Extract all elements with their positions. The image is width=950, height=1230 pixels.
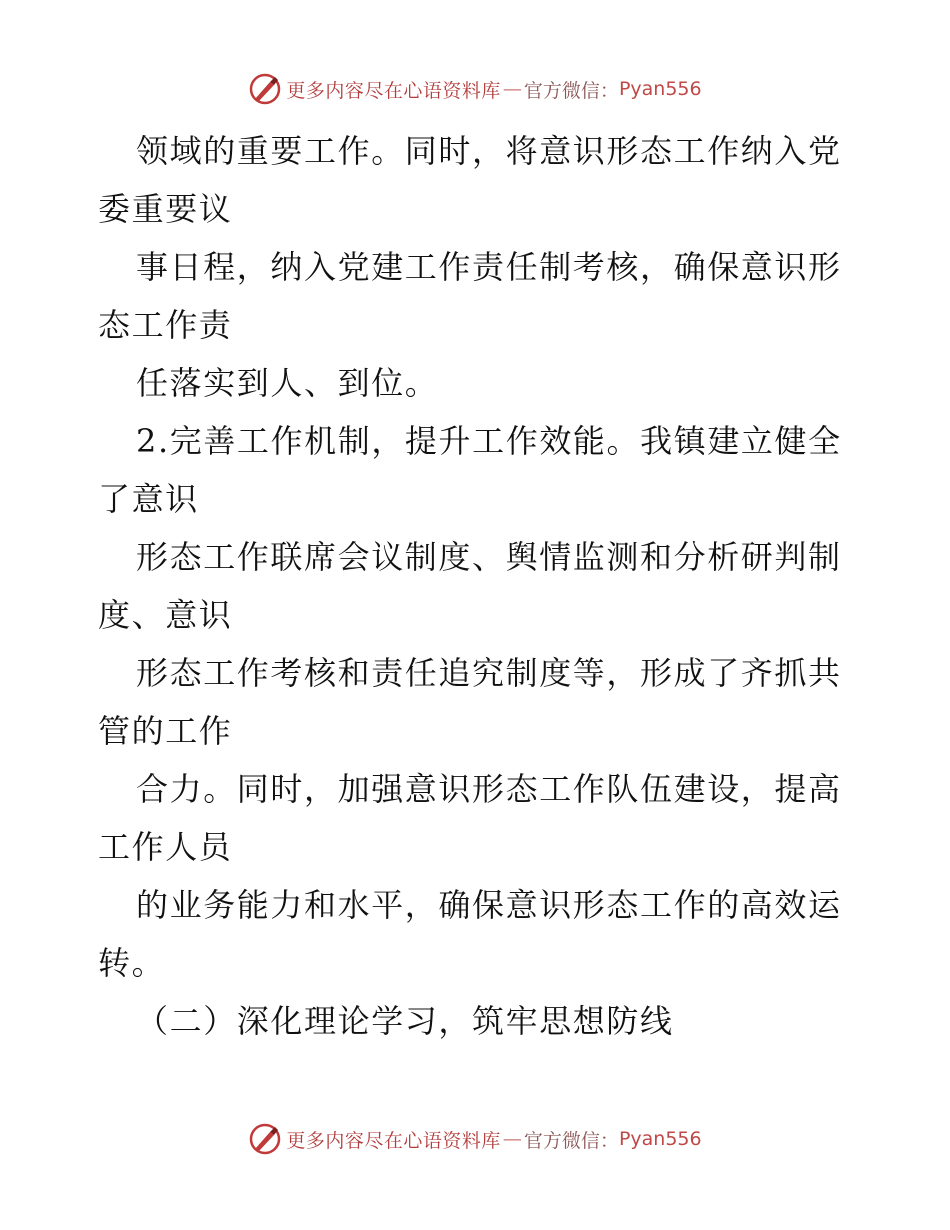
text-line: 领域的重要工作。同时，将意识形态工作纳入党	[136, 132, 842, 170]
text-line: 态工作责	[98, 306, 233, 344]
text-line: 工作人员	[98, 828, 233, 866]
header-watermark	[0, 72, 950, 106]
watermark-separator: —	[502, 1128, 522, 1150]
section-heading: （二）深化理论学习，筑牢思想防线	[136, 1002, 674, 1040]
text-line: 事日程，纳入党建工作责任制考核，确保意识形	[136, 248, 842, 286]
text-line: 合力。同时，加强意识形态工作队伍建设，提高	[136, 770, 842, 808]
text-line: 管的工作	[98, 712, 233, 750]
watermark-main-text: 更多内容尽在心语资料库	[286, 79, 501, 102]
watermark-label: 官方微信：	[523, 1129, 619, 1152]
footer-watermark	[0, 1122, 950, 1156]
text-line: 的业务能力和水平，确保意识形态工作的高效运	[136, 886, 842, 924]
text-line: 了意识	[98, 480, 199, 518]
text-line: 形态工作联席会议制度、舆情监测和分析研判制	[136, 538, 842, 576]
pen-logo-icon	[248, 1122, 282, 1156]
text-line: 形态工作考核和责任追究制度等，形成了齐抓共	[136, 654, 842, 692]
text-line: 任落实到人、到位。	[136, 364, 439, 402]
text-line: 2.完善工作机制，提升工作效能。我镇建立健全	[136, 422, 842, 460]
watermark-wechat-id: Pyan556	[618, 78, 702, 100]
document-body	[98, 122, 858, 1050]
watermark-wechat-id: Pyan556	[618, 1128, 702, 1150]
text-line: 转。	[98, 944, 166, 982]
text-line: 委重要议	[98, 190, 233, 228]
watermark-main-text: 更多内容尽在心语资料库	[286, 1129, 501, 1152]
watermark-separator: —	[502, 78, 522, 100]
text-line: 度、意识	[98, 596, 233, 634]
pen-logo-icon	[248, 72, 282, 106]
watermark-label: 官方微信：	[523, 79, 619, 102]
